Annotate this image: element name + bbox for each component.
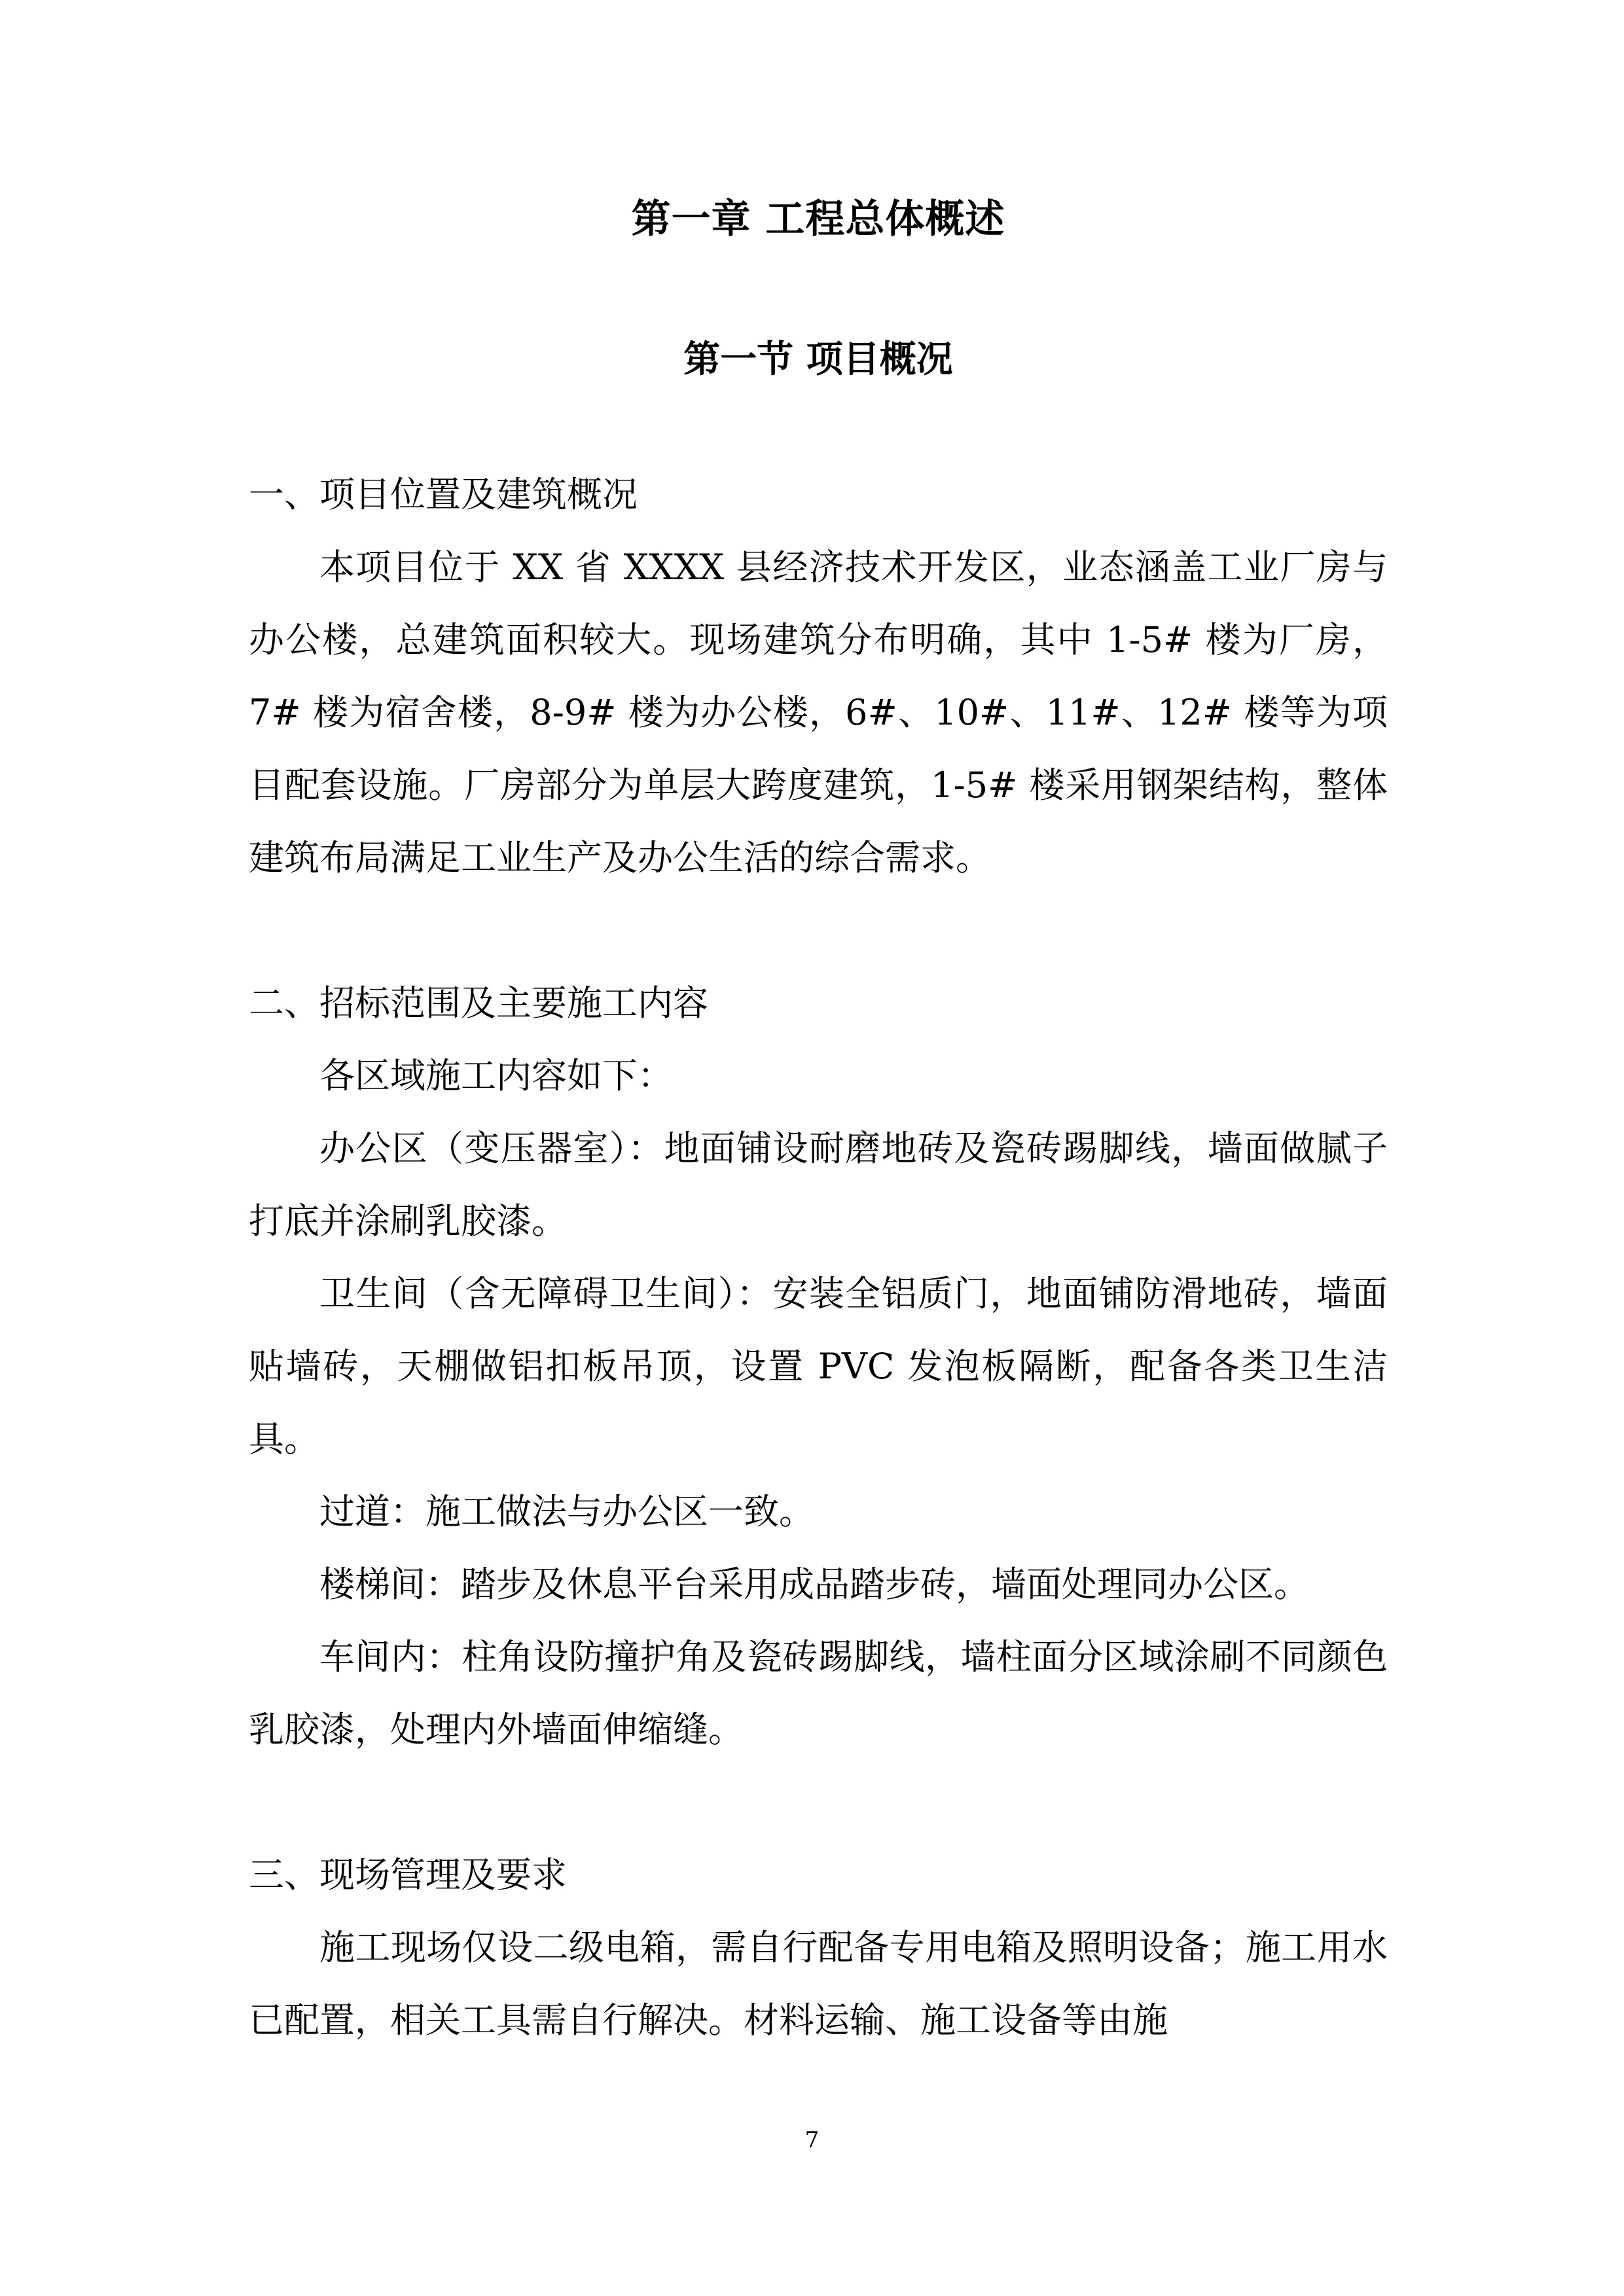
paragraph-location-overview: 本项目位于 XX 省 XXXX 县经济技术开发区，业态涵盖工业厂房与办公楼，总建筑面积较大。现场建筑分布明确，其中 1-5# 楼为厂房，7# 楼为宿舍楼，8-9# 楼为办公楼，6#、10#、11#、12# 楼等为项目配套设施。厂房部分为单层大跨度建筑，1-5# 楼采用钢架结构，整体建筑布局满足工业生产及办公生活的综合需求。 bbox=[249, 547, 1388, 878]
section-spacer bbox=[249, 894, 1388, 967]
paragraph-scope-intro: 各区域施工内容如下： bbox=[319, 1055, 673, 1096]
paragraph-office-area: 办公区（变压器室）：地面铺设耐磨地砖及瓷砖踢脚线，墙面做腻子打底并涂刷乳胶漆。 bbox=[249, 1128, 1388, 1242]
paragraph-stairwell: 楼梯间：踏步及休息平台采用成品踏步砖，墙面处理同办公区。 bbox=[319, 1564, 1309, 1605]
paragraph-site-management: 施工现场仅设二级电箱，需自行配备专用电箱及照明设备；施工用水已配置，相关工具需自行解决。材料运输、施工设备等由施 bbox=[249, 1927, 1388, 2041]
paragraph-corridor: 过道：施工做法与办公区一致。 bbox=[319, 1491, 814, 1532]
section-heading-site-management: 三、现场管理及要求 bbox=[249, 1854, 567, 1895]
section-heading-scope: 二、招标范围及主要施工内容 bbox=[249, 982, 708, 1024]
paragraph-restroom: 卫生间（含无障碍卫生间）：安装全铝质门，地面铺防滑地砖，墙面贴墙砖，天棚做铝扣板吊顶，设置 PVC 发泡板隔断，配备各类卫生洁具。 bbox=[249, 1273, 1388, 1460]
chapter-title: 第一章 工程总体概述 bbox=[631, 196, 1005, 242]
paragraph-workshop: 车间内：柱角设防撞护角及瓷砖踢脚线，墙柱面分区域涂刷不同颜色乳胶漆，处理内外墙面伸缩缝。 bbox=[249, 1636, 1388, 1750]
page-number: 7 bbox=[804, 2127, 820, 2153]
section-spacer bbox=[249, 1766, 1388, 1839]
section-heading-location: 一、项目位置及建筑概况 bbox=[249, 474, 638, 515]
body-text bbox=[249, 458, 1388, 2056]
section-title: 第一节 项目概况 bbox=[683, 338, 953, 381]
